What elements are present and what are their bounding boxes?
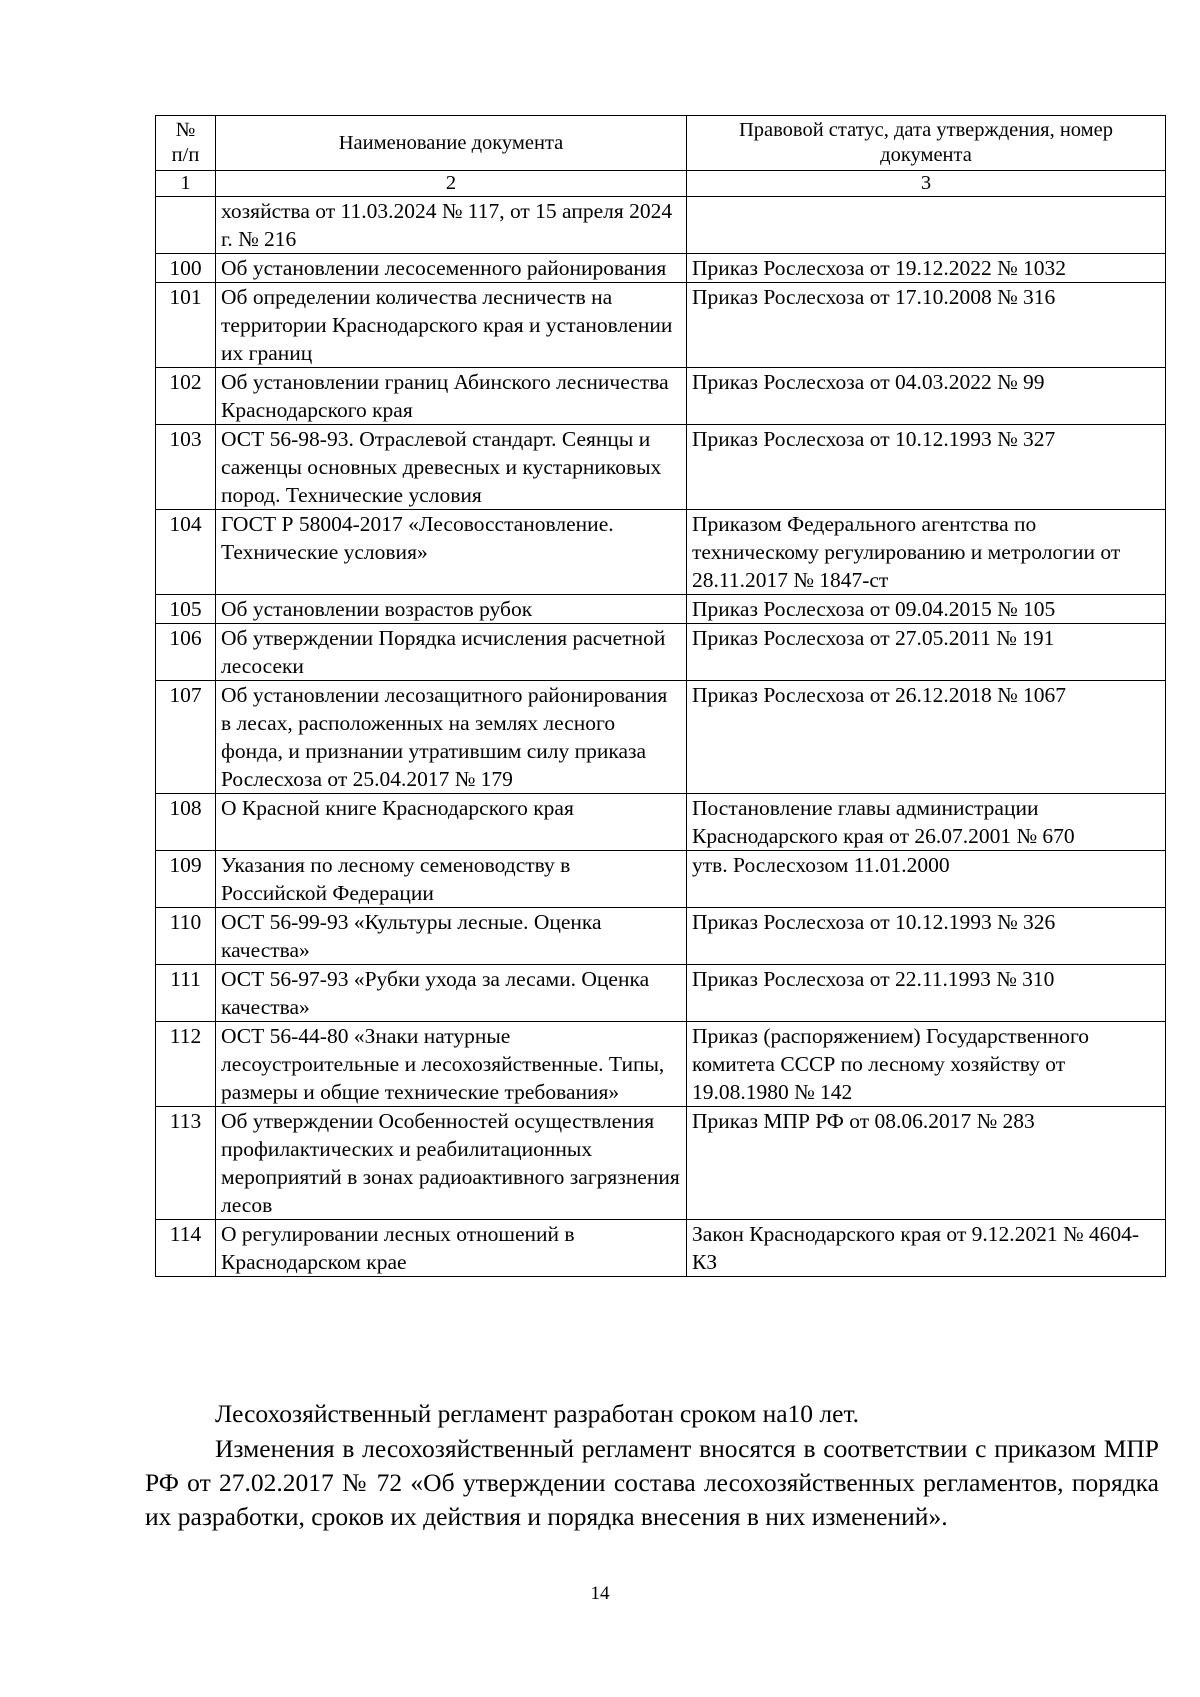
document-name-cell: О регулировании лесных отношений в Краснодарском крае xyxy=(216,1220,687,1277)
table-row xyxy=(156,283,1166,368)
table-row xyxy=(156,254,1166,283)
document-name-cell: хозяйства от 11.03.2024 № 117, от 15 апреля 2024 г. № 216 xyxy=(216,197,687,254)
header-number: № п/п xyxy=(156,116,216,171)
table-row xyxy=(156,794,1166,851)
table-row xyxy=(156,624,1166,681)
document-name-cell: Об определении количества лесничеств на территории Краснодарского края и установлении их границ xyxy=(216,283,687,368)
table-row xyxy=(156,681,1166,794)
row-number-cell: 109 xyxy=(156,851,216,908)
column-number: 2 xyxy=(216,171,687,197)
document-name-cell: Об установлении границ Абинского лесничества Краснодарского края xyxy=(216,368,687,425)
table-row xyxy=(156,908,1166,965)
legal-status-cell: Приказ Рослесхоза от 27.05.2011 № 191 xyxy=(687,624,1166,681)
paragraph-validity-period: Лесохозяйственный регламент разработан сроком на10 лет. xyxy=(215,1399,860,1428)
legal-status-cell: Приказ Рослесхоза от 19.12.2022 № 1032 xyxy=(687,254,1166,283)
table-row xyxy=(156,965,1166,1022)
legal-status-cell: Приказ Рослесхоза от 10.12.1993 № 326 xyxy=(687,908,1166,965)
legal-status-cell: Приказ Рослесхоза от 10.12.1993 № 327 xyxy=(687,425,1166,510)
header-document-name: Наименование документа xyxy=(216,116,687,171)
row-number-cell: 110 xyxy=(156,908,216,965)
document-name-cell: ОСТ 56-99-93 «Культуры лесные. Оценка качества» xyxy=(216,908,687,965)
row-number-cell: 111 xyxy=(156,965,216,1022)
document-name-cell: Об установлении лесосеменного районирования xyxy=(216,254,687,283)
document-name-cell: ОСТ 56-97-93 «Рубки ухода за лесами. Оценка качества» xyxy=(216,965,687,1022)
table-row xyxy=(156,425,1166,510)
table-row xyxy=(156,1022,1166,1107)
legal-status-cell: Приказ Рослесхоза от 17.10.2008 № 316 xyxy=(687,283,1166,368)
row-number-cell: 106 xyxy=(156,624,216,681)
document-name-cell: ОСТ 56-98-93. Отраслевой стандарт. Сеянцы и саженцы основных древесных и кустарниковых пород. Технические условия xyxy=(216,425,687,510)
document-name-cell: Об установлении возрастов рубок xyxy=(216,595,687,624)
row-number-cell: 102 xyxy=(156,368,216,425)
legal-status-cell: Закон Краснодарского края от 9.12.2021 № 4604-КЗ xyxy=(687,1220,1166,1277)
header-legal-status: Правовой статус, дата утверждения, номер документа xyxy=(687,116,1166,171)
legal-status-cell: Приказ МПР РФ от 08.06.2017 № 283 xyxy=(687,1107,1166,1220)
legal-status-cell: утв. Рослесхозом 11.01.2000 xyxy=(687,851,1166,908)
table-row xyxy=(156,1107,1166,1220)
row-number-cell: 114 xyxy=(156,1220,216,1277)
column-number: 3 xyxy=(687,171,1166,197)
row-number-cell: 105 xyxy=(156,595,216,624)
row-number-cell: 108 xyxy=(156,794,216,851)
table-row xyxy=(156,595,1166,624)
table-header-row xyxy=(156,116,1166,171)
legal-status-cell: Приказом Федерального агентства по техническому регулированию и метрологии от 28.11.2017 № 1847-ст xyxy=(687,510,1166,595)
row-number-cell: 100 xyxy=(156,254,216,283)
row-number-cell: 104 xyxy=(156,510,216,595)
row-number-cell xyxy=(156,197,216,254)
regulations-table xyxy=(155,115,1166,1277)
legal-status-cell: Приказ Рослесхоза от 22.11.1993 № 310 xyxy=(687,965,1166,1022)
legal-status-cell: Приказ (распоряжением) Государственного комитета СССР по лесному хозяйству от 19.08.1980 № 142 xyxy=(687,1022,1166,1107)
row-number-cell: 101 xyxy=(156,283,216,368)
document-name-cell: ГОСТ Р 58004-2017 «Лесовосстановление. Технические условия» xyxy=(216,510,687,595)
legal-status-cell: Приказ Рослесхоза от 26.12.2018 № 1067 xyxy=(687,681,1166,794)
document-name-cell: Указания по лесному семеноводству в Российской Федерации xyxy=(216,851,687,908)
column-number-row xyxy=(156,171,1166,197)
document-name-cell: О Красной книге Краснодарского края xyxy=(216,794,687,851)
page-number: 14 xyxy=(590,1583,610,1604)
column-number: 1 xyxy=(156,171,216,197)
table-row xyxy=(156,368,1166,425)
document-name-cell: Об утверждении Порядка исчисления расчетной лесосеки xyxy=(216,624,687,681)
table-row xyxy=(156,197,1166,254)
row-number-cell: 112 xyxy=(156,1022,216,1107)
document-name-cell: Об установлении лесозащитного районирования в лесах, расположенных на землях лесного фонда, и признании утратившим силу приказа Рослесхоза от 25.04.2017 № 179 xyxy=(216,681,687,794)
legal-status-cell xyxy=(687,197,1166,254)
document-name-cell: Об утверждении Особенностей осуществления профилактических и реабилитационных мероприятий в зонах радиоактивного загрязнения лесов xyxy=(216,1107,687,1220)
legal-status-cell: Постановление главы администрации Краснодарского края от 26.07.2001 № 670 xyxy=(687,794,1166,851)
table-row xyxy=(156,1220,1166,1277)
legal-status-cell: Приказ Рослесхоза от 09.04.2015 № 105 xyxy=(687,595,1166,624)
document-name-cell: ОСТ 56-44-80 «Знаки натурные лесоустроительные и лесохозяйственные. Типы, размеры и общие технические требования» xyxy=(216,1022,687,1107)
legal-status-cell: Приказ Рослесхоза от 04.03.2022 № 99 xyxy=(687,368,1166,425)
paragraph-amendments: Изменения в лесохозяйственный регламент вносятся в соответствии с приказом МПР РФ от 27.02.2017 № 72 «Об утверждении состава лесохозяйственных регламентов, порядка их разработки, сроков их действия и порядка внесения в них изменений». xyxy=(145,1434,1159,1531)
table-row xyxy=(156,510,1166,595)
row-number-cell: 103 xyxy=(156,425,216,510)
table-row xyxy=(156,851,1166,908)
table-body xyxy=(156,197,1166,1277)
row-number-cell: 113 xyxy=(156,1107,216,1220)
row-number-cell: 107 xyxy=(156,681,216,794)
